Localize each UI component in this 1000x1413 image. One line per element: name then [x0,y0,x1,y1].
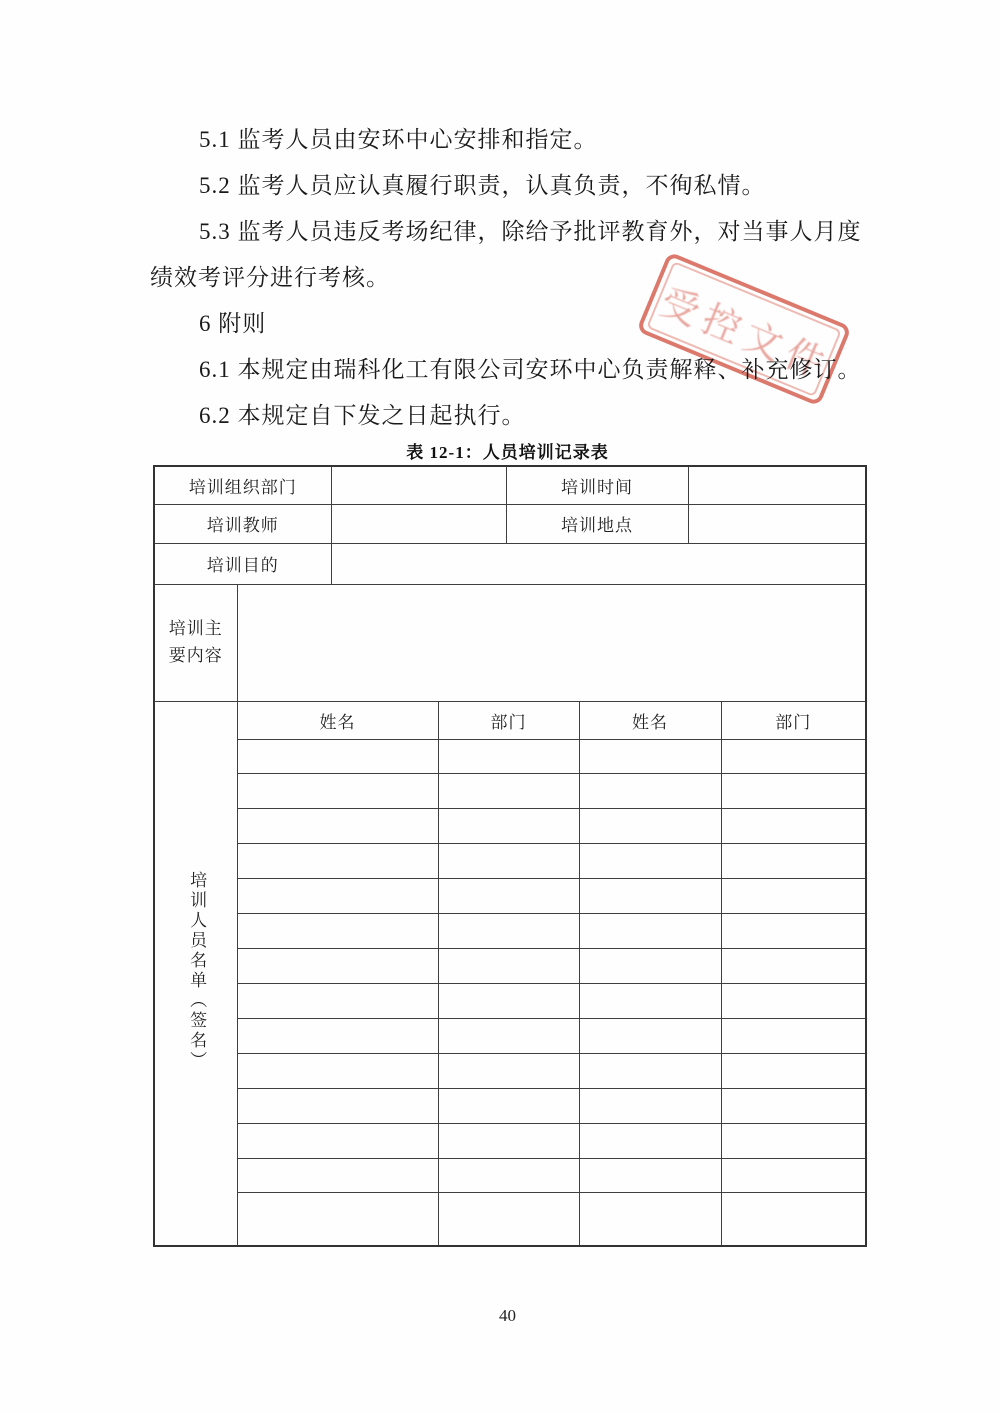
roster-header-dept-2: 部门 [721,701,866,739]
roster-cell [721,983,866,1018]
roster-cell [438,983,579,1018]
roster-cell [438,809,579,844]
roster-cell [579,774,721,809]
roster-cell [579,914,721,949]
roster-cell [438,1193,579,1246]
roster-row [154,774,866,809]
roster-cell [237,1053,438,1088]
roster-cell [721,914,866,949]
roster-cell [438,879,579,914]
roster-cell [579,809,721,844]
roster-cell [721,1123,866,1158]
roster-cell [237,844,438,879]
roster-cell [438,949,579,984]
roster-cell [579,739,721,774]
roster-cell [237,809,438,844]
label-trainee-list: 培训人员名单（签名） [154,701,237,1246]
roster-row [154,739,866,774]
label-main-content: 培训主要内容 [154,584,237,701]
roster-header-row [154,701,866,739]
roster-cell [237,1193,438,1246]
roster-cell [438,844,579,879]
roster-cell [579,949,721,984]
heading-6: 6 附则 [199,311,267,336]
roster-cell [237,739,438,774]
roster-row [154,1158,866,1193]
roster-cell [579,879,721,914]
roster-cell [237,1018,438,1053]
roster-row [154,1123,866,1158]
roster-cell [237,1158,438,1193]
roster-cell [721,1053,866,1088]
paragraph-5-1: 5.1 监考人员由安环中心安排和指定。 [199,127,598,152]
roster-cell [579,1018,721,1053]
roster-cell [237,983,438,1018]
roster-cell [579,1088,721,1123]
roster-row [154,914,866,949]
paragraph-6-2: 6.2 本规定自下发之日起执行。 [199,403,526,428]
label-org-dept: 培训组织部门 [154,466,331,504]
body-text [150,117,870,439]
paragraph-5-2: 5.2 监考人员应认真履行职责，认真负责，不徇私情。 [199,173,766,198]
stamp-text: 受控文件 [654,280,837,389]
table-row-org [154,466,866,504]
roster-row [154,809,866,844]
training-record-table [153,465,867,1247]
roster-cell [579,983,721,1018]
roster-cell [438,1158,579,1193]
table-row-teacher [154,504,866,543]
table-body [154,466,866,1246]
cell-training-time-value [688,466,866,504]
table-row-main-content [154,584,866,701]
paragraph-5-3-line1: 5.3 监考人员违反考场纪律，除给予批评教育外，对当事人月度 [199,219,862,244]
table-title: 表 12-1：人员培训记录表 [406,443,609,462]
roster-cell [438,1123,579,1158]
label-training-time: 培训时间 [506,466,688,504]
roster-cell [438,1053,579,1088]
roster-cell [579,1123,721,1158]
cell-teacher-value [331,504,506,543]
roster-cell [237,774,438,809]
roster-cell [721,1018,866,1053]
label-teacher: 培训教师 [154,504,331,543]
roster-cell [721,1193,866,1246]
page-number: 40 [499,1306,516,1325]
roster-row [154,949,866,984]
table-row-purpose [154,543,866,584]
roster-cell [721,774,866,809]
roster-row [154,983,866,1018]
roster-cell [579,1053,721,1088]
roster-cell [237,879,438,914]
roster-row [154,1193,866,1246]
roster-row [154,1053,866,1088]
roster-cell [721,1088,866,1123]
roster-row [154,1018,866,1053]
roster-cell [721,949,866,984]
roster-cell [438,774,579,809]
roster-cell [438,739,579,774]
roster-row [154,844,866,879]
roster-cell [438,914,579,949]
roster-cell [438,1018,579,1053]
roster-cell [721,844,866,879]
cell-purpose-value [331,543,866,584]
label-purpose: 培训目的 [154,543,331,584]
paragraph-5-3-line2: 绩效考评分进行考核。 [150,265,390,290]
roster-cell [237,1088,438,1123]
roster-header-name-1: 姓名 [237,701,438,739]
paragraph-6-1: 6.1 本规定由瑞科化工有限公司安环中心负责解释、补充修订。 [199,357,862,382]
roster-cell [237,914,438,949]
roster-cell [237,1123,438,1158]
roster-cell [721,1158,866,1193]
roster-cell [721,739,866,774]
label-location: 培训地点 [506,504,688,543]
roster-row [154,1088,866,1123]
cell-main-content-value [237,584,866,701]
roster-header-dept-1: 部门 [438,701,579,739]
roster-cell [721,879,866,914]
roster-cell [438,1088,579,1123]
roster-cell [579,1158,721,1193]
cell-location-value [688,504,866,543]
roster-row [154,879,866,914]
cell-org-dept-value [331,466,506,504]
roster-cell [237,949,438,984]
roster-cell [579,844,721,879]
roster-cell [579,1193,721,1246]
roster-header-name-2: 姓名 [579,701,721,739]
roster-cell [721,809,866,844]
